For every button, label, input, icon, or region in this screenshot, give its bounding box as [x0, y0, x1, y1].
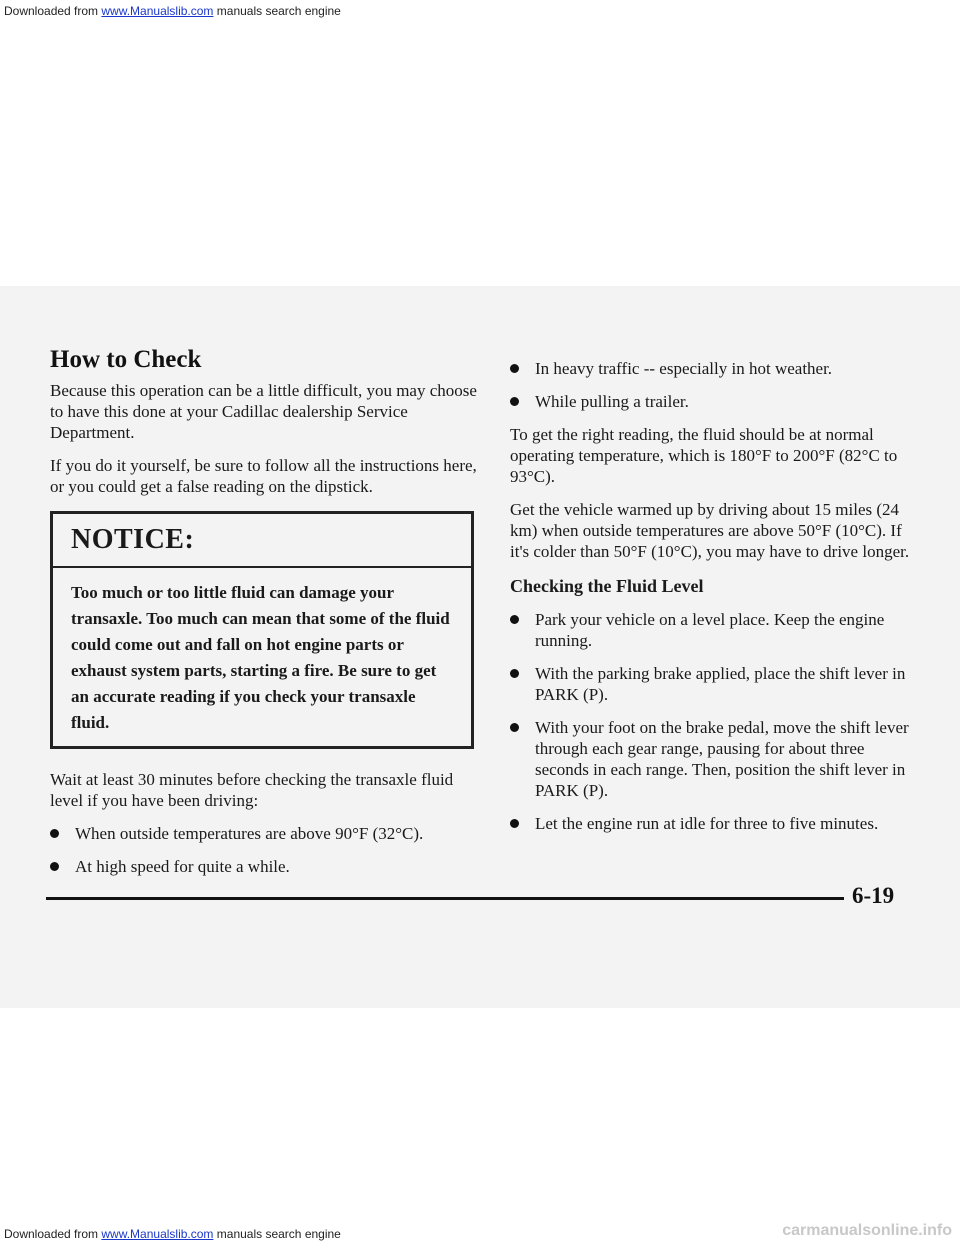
- bullet-icon: [510, 364, 519, 373]
- manualslib-link[interactable]: www.Manualslib.com: [101, 1227, 214, 1241]
- manualslib-link[interactable]: www.Manualslib.com: [101, 4, 214, 18]
- footer-rule: [46, 897, 844, 900]
- section-heading: How to Check: [50, 346, 202, 373]
- list-item: With your foot on the brake pedal, move the shift lever through each gear range, pausing for about three seconds in each range. Then, position the shift lever in PARK (P).: [510, 717, 910, 801]
- checking-heading: Checking the Fluid Level: [510, 576, 704, 596]
- bullet-icon: [50, 862, 59, 871]
- bullet-icon: [510, 615, 519, 624]
- bullet-icon: [510, 397, 519, 406]
- list-item: When outside temperatures are above 90°F (32°C).: [50, 823, 480, 844]
- bullet-icon: [50, 829, 59, 838]
- banner-suffix: manuals search engine: [213, 1227, 341, 1241]
- bullet-icon: [510, 669, 519, 678]
- warmup-paragraph: Get the vehicle warmed up by driving about 15 miles (24 km) when outside temperatures are above 50°F (10°C). If it's colder than 50°F (10°C), you may have to drive longer.: [510, 500, 910, 561]
- banner-prefix: Downloaded from: [4, 1227, 102, 1241]
- intro-paragraph: Because this operation can be a little difficult, you may choose to have this done at your Cadillac dealership Service Department.: [50, 381, 477, 442]
- bullet-icon: [510, 723, 519, 732]
- list-item: At high speed for quite a while.: [50, 856, 480, 877]
- wait-paragraph: Wait at least 30 minutes before checking the transaxle fluid level if you have been driving:: [50, 770, 454, 810]
- banner-prefix: Downloaded from: [4, 4, 102, 18]
- conditions-list-continued: [510, 358, 910, 412]
- right-column: [510, 346, 910, 846]
- banner-suffix: manuals search engine: [213, 4, 341, 18]
- list-item: While pulling a trailer.: [510, 391, 910, 412]
- page-number: 6-19: [852, 883, 895, 908]
- bullet-icon: [510, 819, 519, 828]
- notice-title: NOTICE:: [53, 514, 471, 568]
- download-banner-top: [0, 0, 960, 22]
- notice-text: Too much or too little fluid can damage your transaxle. Too much can mean that some of the fluid could come out and fall on hot engine parts or exhaust system parts, starting a fire. Be sure to get an accurate reading if you check your transaxle fluid.: [71, 583, 450, 732]
- watermark: carmanualsonline.info: [782, 1222, 952, 1239]
- list-item: In heavy traffic -- especially in hot weather.: [510, 358, 910, 379]
- list-item: Let the engine run at idle for three to five minutes.: [510, 813, 910, 834]
- instructions-paragraph: If you do it yourself, be sure to follow all the instructions here, or you could get a false reading on the dipstick.: [50, 456, 477, 496]
- conditions-list: [50, 823, 480, 877]
- left-column: [50, 346, 480, 889]
- list-item: With the parking brake applied, place the shift lever in PARK (P).: [510, 663, 910, 705]
- steps-list: [510, 609, 910, 834]
- list-item: Park your vehicle on a level place. Keep the engine running.: [510, 609, 910, 651]
- temperature-paragraph: To get the right reading, the fluid should be at normal operating temperature, which is 180°F to 200°F (82°C to 93°C).: [510, 425, 898, 486]
- notice-box: [50, 511, 474, 749]
